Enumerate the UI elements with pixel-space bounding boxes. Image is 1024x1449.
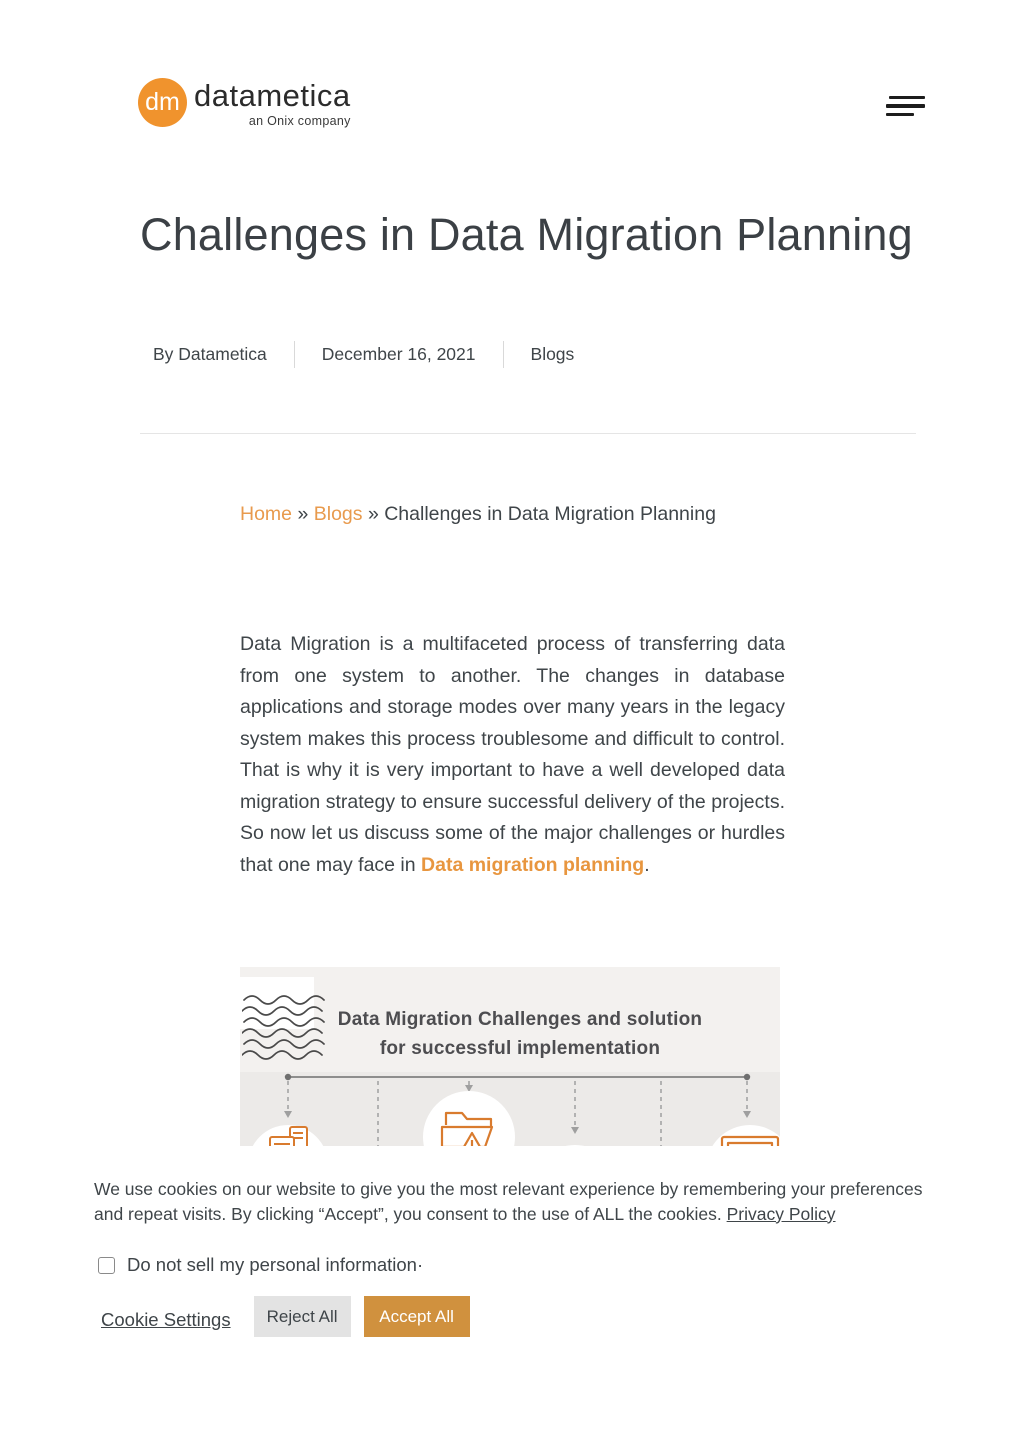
breadcrumb-blogs-link[interactable]: Blogs — [313, 503, 363, 525]
reject-all-button[interactable]: Reject All — [254, 1296, 351, 1337]
article-byline — [153, 341, 574, 368]
do-not-sell-row — [98, 1254, 423, 1276]
paragraph-period: . — [644, 854, 650, 877]
logo-text — [194, 80, 351, 128]
byline-date: December 16, 2021 — [321, 344, 476, 364]
brand-tagline: an Onix company — [248, 114, 351, 128]
breadcrumb-current: Challenges in Data Migration Planning — [384, 503, 716, 525]
cookie-message-text: We use cookies on our website to give you the most relevant experience by remembering your preferences and repeat visits. By clicking “Accept”, you consent to the use of ALL the cookies. — [94, 1179, 923, 1224]
byline-divider — [294, 341, 295, 368]
header-divider — [140, 433, 916, 434]
hamburger-bar — [886, 113, 914, 116]
cookie-message — [94, 1177, 946, 1227]
do-not-sell-label: Do not sell my personal information· — [127, 1254, 424, 1275]
byline-author: By Datametica — [153, 344, 267, 364]
article-image-infographic — [240, 967, 780, 1147]
breadcrumb-separator: » — [367, 503, 379, 525]
do-not-sell-checkbox[interactable] — [98, 1257, 115, 1274]
infographic-timeline — [240, 967, 780, 1147]
breadcrumb — [240, 499, 720, 531]
page-title: Challenges in Data Migration Planning — [140, 209, 913, 260]
hamburger-bar — [886, 104, 925, 107]
byline-category: Blogs — [530, 344, 575, 364]
arrowheads — [284, 1085, 751, 1134]
site-logo[interactable] — [138, 78, 351, 128]
infographic-title-line1: Data Migration Challenges and solution — [337, 1009, 703, 1030]
breadcrumb-home-link[interactable]: Home — [240, 503, 293, 525]
logo-dm-icon: dm — [138, 78, 187, 127]
privacy-policy-link[interactable]: Privacy Policy — [726, 1203, 836, 1224]
hamburger-bar — [889, 96, 925, 99]
hamburger-menu-icon[interactable] — [886, 96, 926, 122]
infographic-title-line2: for successful implementation — [379, 1038, 661, 1060]
paragraph-text: Data Migration is a multifaceted process of transferring data from one system to another. The changes in database applications and storage modes over many years in the legacy system makes this process troublesome and difficult to control. That is why it is very important to have a well developed data migration strategy to ensure successful delivery of the projects. So now let us discuss some of the major challenges or hurdles that one may face in — [240, 633, 785, 877]
cookie-actions — [101, 1296, 470, 1337]
cookie-settings-link[interactable]: Cookie Settings — [101, 1308, 231, 1330]
accept-all-button[interactable]: Accept All — [364, 1296, 470, 1337]
brand-name: datametica — [194, 78, 351, 113]
byline-divider — [503, 341, 504, 368]
breadcrumb-separator: » — [297, 503, 309, 525]
cookie-consent-banner — [0, 1146, 1024, 1449]
data-migration-planning-link[interactable]: Data migration planning — [421, 854, 645, 877]
article-paragraph — [240, 629, 785, 882]
